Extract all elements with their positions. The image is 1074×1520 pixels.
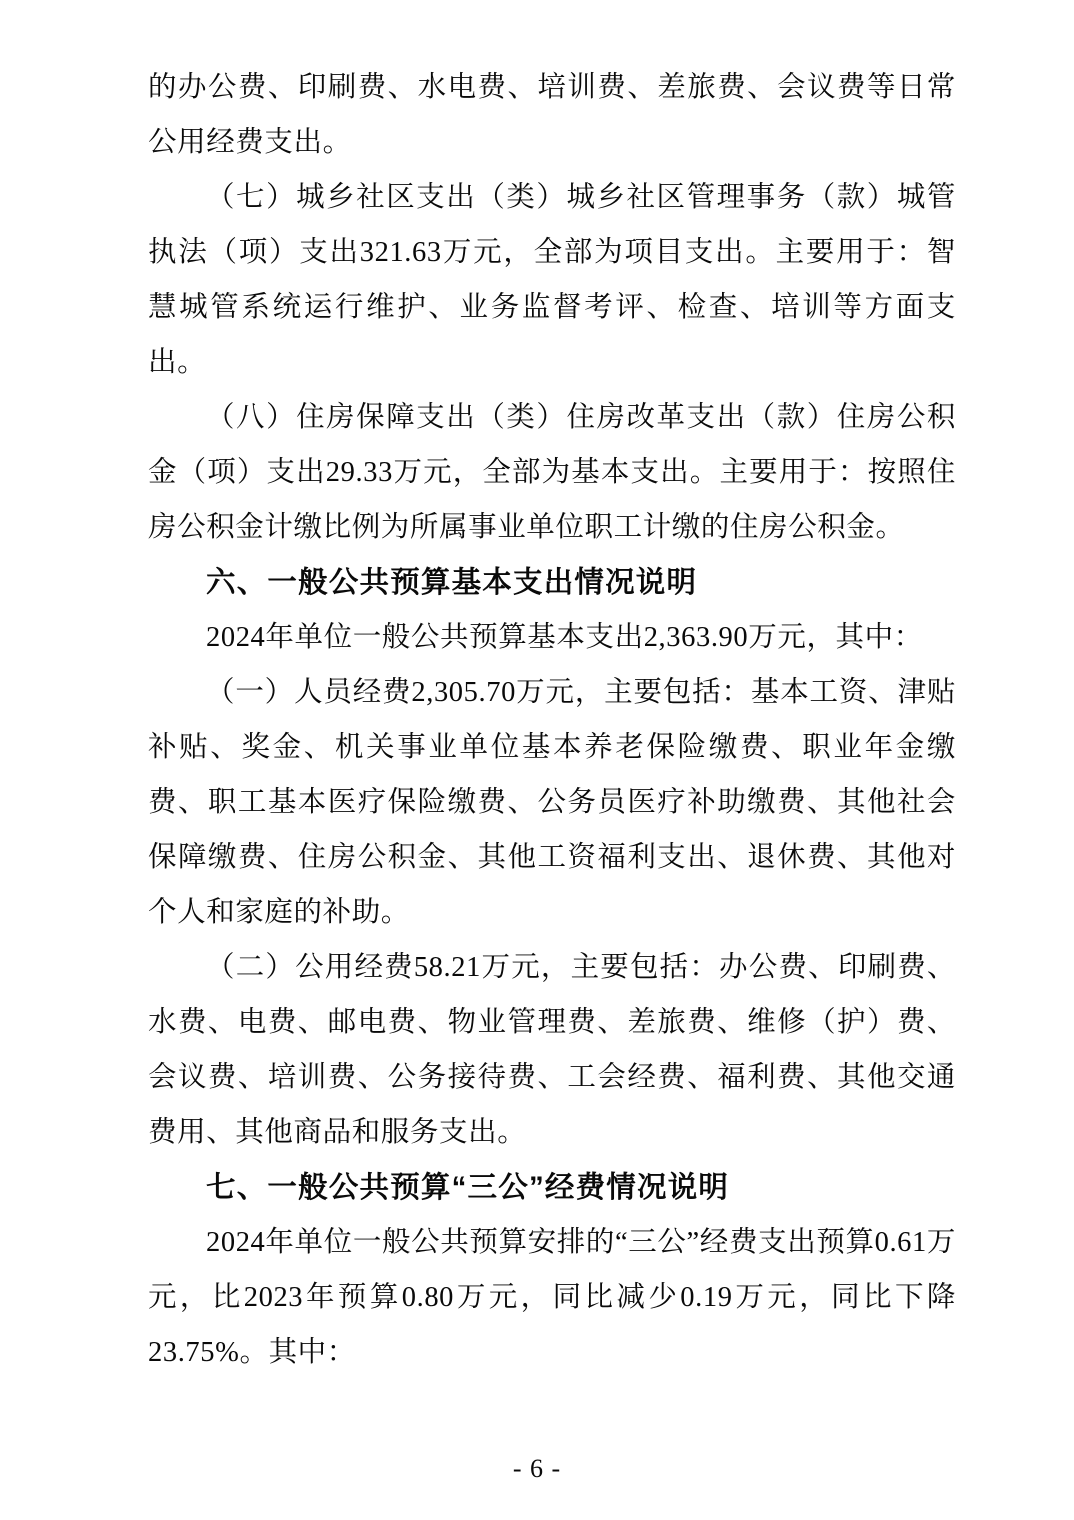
paragraph: （一）人员经费2,305.70万元，主要包括：基本工资、津贴补贴、奖金、机关事业单位基本养老保险缴费、职业年金缴费、职工基本医疗保险缴费、公务员医疗补助缴费、其他社会保障缴费、住房公积金、其他工资福利支出、退休费、其他对个人和家庭的补助。 <box>148 677 956 928</box>
section-heading-seven: 七、一般公共预算“三公”经费情况说明 <box>206 1171 730 1204</box>
paragraph: 2024年单位一般公共预算安排的“三公”经费支出预算0.61万元，比2023年预算0.80万元，同比减少0.19万元，同比下降23.75%。其中： <box>148 1227 956 1368</box>
page-number: - 6 - <box>512 1454 562 1483</box>
paragraph: （八）住房保障支出（类）住房改革支出（款）住房公积金（项）支出29.33万元，全部为基本支出。主要用于：按照住房公积金计缴比例为所属事业单位职工计缴的住房公积金。 <box>148 402 956 543</box>
paragraph: 的办公费、印刷费、水电费、培训费、差旅费、会议费等日常公用经费支出。 <box>148 72 956 158</box>
paragraph: 2024年单位一般公共预算基本支出2,363.90万元，其中： <box>206 622 923 653</box>
paragraph: （七）城乡社区支出（类）城乡社区管理事务（款）城管执法（项）支出321.63万元，全部为项目支出。主要用于：智慧城管系统运行维护、业务监督考评、检查、培训等方面支出。 <box>148 182 956 378</box>
paragraph: （二）公用经费58.21万元，主要包括：办公费、印刷费、水费、电费、邮电费、物业管理费、差旅费、维修（护）费、会议费、培训费、公务接待费、工会经费、福利费、其他交通费用、其他商品和服务支出。 <box>148 952 956 1148</box>
section-heading-six: 六、一般公共预算基本支出情况说明 <box>206 566 698 599</box>
